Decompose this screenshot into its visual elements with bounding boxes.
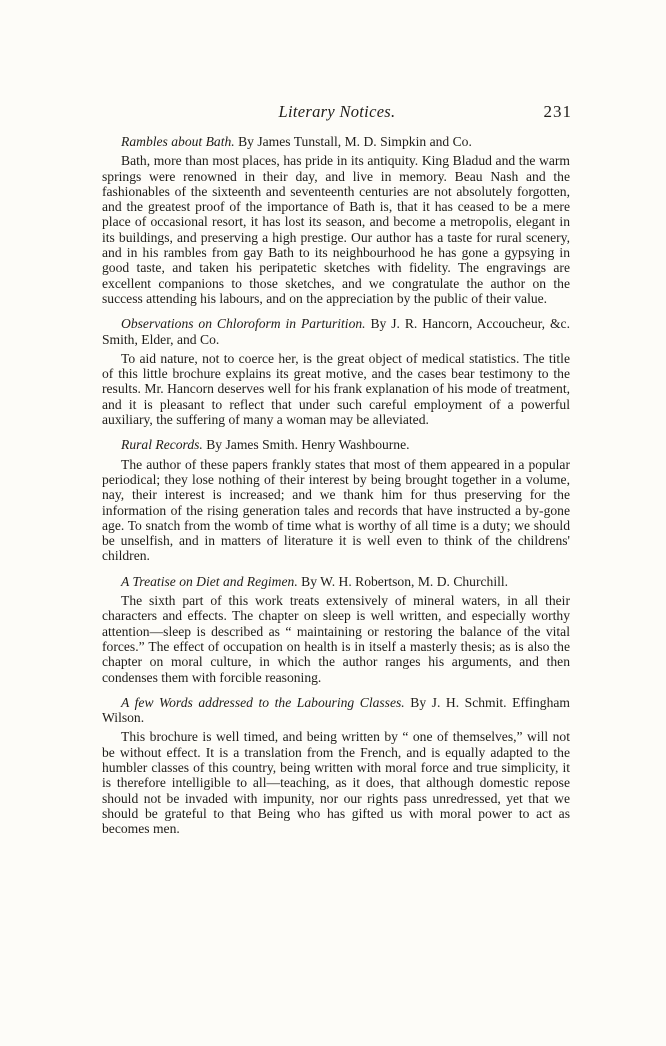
book-byline: By James Smith. Henry Washbourne. — [202, 437, 410, 453]
notice-labouring-classes — [102, 695, 570, 837]
page-header — [102, 102, 572, 128]
notice-rural-records — [102, 437, 570, 563]
book-title: A Treatise on Diet and Regimen. — [121, 573, 298, 589]
notice-heading — [102, 574, 570, 589]
notice-heading — [102, 695, 570, 726]
notice-body: Bath, more than most places, has pride in its antiquity. King Bladud and the warm springs were renowned in their day, and live in memory. Beau Nash and the fashionables of the sixteenth and seventeenth centuries are not absolutely forgotten, and the greatest proof of the importance of Bath is, that it has ceased to be a mere place of occasional resort, it has lost its season, and become a metropolis, elegant in its buildings, and preserving a high prestige. Our author has a taste for rural scenery, and in his rambles from gay Bath to its neighbourhood he has gone a gypsying in good taste, and taken his peripatetic sketches with fidelity. The engravings are excellent companions to those sketches, and we congratulate the author on the success attending his labours, and on the appreciation by the public of their value. — [102, 153, 570, 306]
book-title: Rambles about Bath. — [121, 134, 235, 149]
book-byline: By W. H. Robertson, M. D. Churchill. — [297, 573, 509, 589]
book-byline: By James Tunstall, M. D. Simpkin and Co. — [234, 134, 472, 149]
book-title: Rural Records. — [121, 437, 203, 453]
book-byline: By J. H. Schmit. Effingham Wilson. — [102, 694, 571, 726]
page-number: 231 — [543, 102, 572, 121]
notice-heading — [102, 316, 570, 347]
notice-diet-and-regimen — [102, 574, 570, 685]
notice-body: The author of these papers frankly states that most of them appeared in a popular periodical; they lose nothing of their interest by being brought together in a volume, nay, their interest is increased; and we thank him for thus preserving for the information of the rising generation tales and records that have instructed a by-gone age. To snatch from the womb of time what is worthy of all time is a duty; we should be unselfish, and in matters of literature it is well even to think of the childrens' children. — [102, 456, 570, 564]
notice-body: The sixth part of this work treats extensively of mineral waters, in all their characters and effects. The chapter on sleep is well written, and especially worthy attention—sleep is described as “ maintaining or restoring the balance of the vital forces.” The effect of occupation on health is in itself a masterly thesis; as is also the chapter on moral culture, in which the author ranges his arguments, and then condenses them with forcible reasoning. — [102, 593, 570, 685]
notice-heading — [102, 134, 570, 149]
notice-body: To aid nature, not to coerce her, is the great object of medical statistics. The title of this little brochure explains its great motive, and the cases bear testimony to the results. Mr. Hancorn deserves well for his frank explanation of his mode of treatment, and it is pleasant to reflect that under such careful employment of a powerful auxiliary, the suffering of many a woman may be alleviated. — [102, 350, 570, 428]
notice-body: This brochure is well timed, and being written by “ one of themselves,” will not be without effect. It is a translation from the French, and is equally adapted to the humbler classes of this country, being written with moral force and true simplicity, it is therefore intelligible to all—teaching, as it does, that although domestic repose should not be invaded with impunity, nor our rights pass unredressed, yet that we should be grateful to that Being who has gifted us with moral power to act as becomes men. — [102, 729, 570, 837]
running-title: Literary Notices. — [278, 102, 396, 121]
book-byline: By J. R. Hancorn, Accoucheur, &c. Smith, Elder, and Co. — [102, 316, 570, 347]
notices-column — [102, 134, 570, 846]
book-title: A few Words addressed to the Labouring Classes. — [121, 694, 405, 710]
book-title: Observations on Chloroform in Parturition. — [121, 316, 366, 332]
notice-chloroform — [102, 316, 570, 427]
notice-heading — [102, 437, 570, 452]
notice-rambles-about-bath — [102, 134, 570, 306]
